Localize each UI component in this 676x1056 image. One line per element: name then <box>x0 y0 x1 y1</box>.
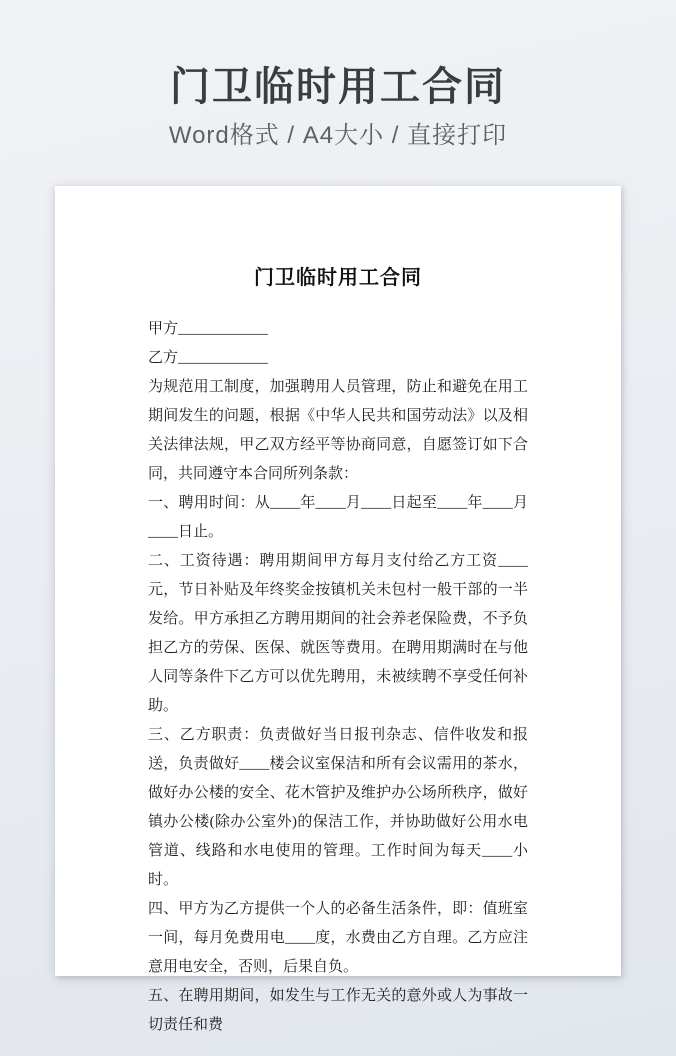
page-title: 门卫临时用工合同 <box>170 65 506 109</box>
party-b-line: 乙方____________ <box>148 350 269 366</box>
page-header <box>0 0 676 150</box>
contract-preamble-paragraph: 为规范用工制度，加强聘用人员管理，防止和避免在用工期间发生的问题，根据《中华人民共和国劳动法》以及相关法律法规，甲乙双方经平等协商同意，自愿签订如下合同，共同遵守本合同所列条款： <box>148 379 528 482</box>
page-subtitle: Word格式 / A4大小 / 直接打印 <box>168 122 508 149</box>
contract-clause-5-truncated: 五、在聘用期间，如发生与工作无关的意外或人为事故一切责任和费 <box>148 988 528 1033</box>
contract-clause-1: 一、聘用时间：从____年____月____日起至____年____月____日止。 <box>148 495 528 540</box>
contract-title: 门卫临时用工合同 <box>254 267 422 289</box>
contract-clause-4: 四、甲方为乙方提供一个人的必备生活条件，即：值班室一间，每月免费用电____度，水费由乙方自理。乙方应注意用电安全，否则，后果自负。 <box>148 901 528 975</box>
party-a-line: 甲方____________ <box>148 321 269 337</box>
contract-clause-3: 三、乙方职责：负责做好当日报刊杂志、信件收发和报送，负责做好____楼会议室保洁和所有会议需用的茶水，做好办公楼的安全、花木管护及维护办公场所秩序，做好镇办公楼(除办公室外)的保洁工作，并协助做好公用水电管道、线路和水电使用的管理。工作时间为每天____小时。 <box>148 727 528 888</box>
contract-paper <box>55 186 621 1033</box>
contract-body <box>148 265 528 1040</box>
contract-clause-2: 二、工资待遇：聘用期间甲方每月支付给乙方工资____元，节日补贴及年终奖金按镇机关未包村一般干部的一半发给。甲方承担乙方聘用期间的社会养老保险费，不予负担乙方的劳保、医保、就医等费用。在聘用期满时在与他人同等条件下乙方可以优先聘用，未被续聘不享受任何补助。 <box>148 553 528 714</box>
